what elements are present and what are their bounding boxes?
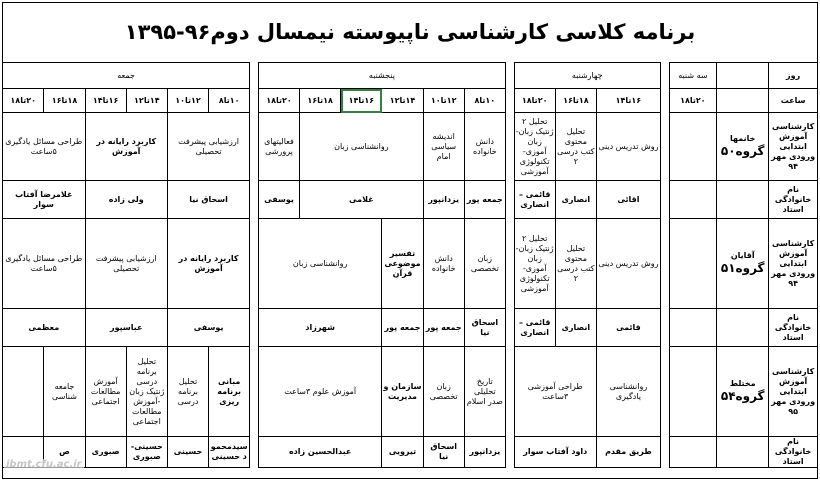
course-cell: روش تدریس دینی xyxy=(596,219,660,309)
teacher-cell: جمعه پور xyxy=(382,309,423,347)
time-slot: ۱۸تا۱۶ xyxy=(300,89,341,113)
teacher-cell: انصاری xyxy=(555,181,596,219)
course-cell: روانشناسی زبان xyxy=(258,219,382,309)
course-cell: تاریخ تحلیلی صدر اسلام xyxy=(464,347,505,437)
teacher-label: نام خانوادگی استاد xyxy=(769,309,818,347)
teacher-cell: یوسفی xyxy=(258,181,299,219)
time-slot-selected[interactable]: ۱۶تا۱۴ xyxy=(341,89,382,113)
teacher-cell: یزدانپور xyxy=(423,181,464,219)
teacher-cell: انصاری xyxy=(555,309,596,347)
teacher-cell: اسحاق نیا xyxy=(464,309,505,347)
course-cell: دانش خانواده xyxy=(464,113,505,181)
group-cell xyxy=(717,219,769,309)
course-cell: فعالیتهای پرورشی xyxy=(258,113,299,181)
course-cell: جامعه شناسی xyxy=(44,347,85,437)
teacher-cell: اقائی xyxy=(596,181,660,219)
day-label: روز xyxy=(769,63,818,89)
teacher-cell: جمعه پور xyxy=(423,309,464,347)
teacher-cell: عبدالحسین زاده xyxy=(258,437,382,468)
course-cell: طراحی مسائل یادگیری ۵ساعت xyxy=(3,219,86,309)
time-slot: ۱۶تا۱۴ xyxy=(596,89,660,113)
teacher-label: نام خانوادگی استاد xyxy=(769,181,818,219)
time-slot: ۲۰تا۱۸ xyxy=(669,89,717,113)
group-program: کارشناسی آموزش ابتدایی ورودی مهر ۹۴ xyxy=(769,219,818,309)
page-title: برنامه کلاسی کارشناسی ناپیوسته نیمسال دوم۹۶-۱۳۹۵ xyxy=(124,20,696,44)
course-cell: آموزش علوم ۳ساعت xyxy=(258,347,382,437)
time-slot: ۱۴تا۱۲ xyxy=(126,89,167,113)
teacher-cell: اسحاق نیا xyxy=(167,181,249,219)
group-subtitle: آقایان xyxy=(730,251,755,260)
course-cell-empty xyxy=(669,219,717,309)
course-cell: مبانی برنامه ریزی xyxy=(209,347,250,437)
teacher-cell-empty xyxy=(717,437,769,468)
teacher-cell: غلامرضا آفتاب سوار xyxy=(3,181,86,219)
course-cell: طراحی آموزشی ۳ساعت xyxy=(514,347,596,437)
course-cell: ارزشیابی پیشرفت تحصیلی xyxy=(167,113,249,181)
course-cell: کاربرد رایانه در آموزش xyxy=(167,219,249,309)
time-slot: ۱۲تا۱۰ xyxy=(423,89,464,113)
teacher-cell: اسحاق نیا xyxy=(423,437,464,468)
teacher-cell: قائمی – انصاری xyxy=(514,309,555,347)
watermark: ibmt.cfu.ac.ir xyxy=(6,459,82,470)
course-cell: طراحی مسائل یادگیری ۵ساعت xyxy=(3,113,86,181)
time-slot: ۱۲تا۱۰ xyxy=(167,89,208,113)
course-cell-empty xyxy=(669,347,717,437)
time-slot: ۲۰تا۱۸ xyxy=(258,89,299,113)
schedule-table xyxy=(2,62,818,468)
teacher-cell: تیرویی xyxy=(382,437,423,468)
course-cell: تحلیل ۲ ژنتیک زبان-زبان آموزی-تکنولوژی آموزشی xyxy=(514,219,555,309)
teacher-cell: یزدانپور xyxy=(464,437,505,468)
course-cell-empty xyxy=(3,347,44,437)
teacher-cell: غلامی xyxy=(300,181,424,219)
course-cell: دانش خانواده xyxy=(423,219,464,309)
teacher-cell: داود آفتاب سوار xyxy=(514,437,596,468)
teacher-cell-empty xyxy=(669,181,717,219)
time-slot: ۱۰تا۸ xyxy=(209,89,250,113)
time-label: ساعت xyxy=(769,89,818,113)
time-slot: ۱۰تا۸ xyxy=(464,89,505,113)
teacher-label: نام خانوادگی استاد xyxy=(769,437,818,468)
teacher-cell-empty xyxy=(669,437,717,468)
teacher-cell: ولی زاده xyxy=(85,181,167,219)
course-cell: زبان تخصصی xyxy=(464,219,505,309)
course-cell: روش تدریس دینی xyxy=(596,113,660,181)
teacher-cell: یوسفی xyxy=(167,309,249,347)
day-thursday: پنجشنبه xyxy=(258,63,505,89)
teacher-cell: ص xyxy=(44,437,85,468)
group-program: کارشناسی آموزش ابتدایی ورودی مهر ۹۴ xyxy=(769,113,818,181)
day-tuesday: سه شنبه xyxy=(669,63,717,89)
teacher-cell-empty xyxy=(669,309,717,347)
group-name: گروه۵۰ xyxy=(720,144,765,158)
teacher-cell-empty xyxy=(717,181,769,219)
time-slot: ۱۶تا۱۴ xyxy=(85,89,126,113)
course-cell: تحلیل برنامه درسی xyxy=(167,347,208,437)
teacher-cell: معظمی xyxy=(3,309,86,347)
teacher-cell: طریق مقدم xyxy=(596,437,660,468)
group-cell xyxy=(717,113,769,181)
day-friday: جمعه xyxy=(3,63,250,89)
group-cell xyxy=(717,347,769,437)
time-slot: ۲۰تا۱۸ xyxy=(3,89,44,113)
course-cell: آموزش مطالعات اجتماعی xyxy=(85,347,126,437)
course-cell: زبان تخصصی xyxy=(423,347,464,437)
day-empty xyxy=(717,63,769,89)
course-cell: اندیشه سیاسی امام xyxy=(423,113,464,181)
course-cell: ارزشیابی پیشرفت تحصیلی xyxy=(85,219,167,309)
time-slot: ۱۸تا۱۶ xyxy=(555,89,596,113)
group-subtitle: مختلط xyxy=(729,379,756,388)
group-name: گروه۵۴ xyxy=(720,389,765,403)
course-cell: تحلیل ۲ ژنتیک زبان-زبان آموزی-تکنولوژی آموزشی xyxy=(514,113,555,181)
day-wednesday: چهارشنبه xyxy=(514,63,660,89)
course-cell: روانشناسی یادگیری xyxy=(596,347,660,437)
teacher-cell: حسینی xyxy=(167,437,208,468)
group-name: گروه۵۱ xyxy=(720,261,765,275)
teacher-cell: قائمی xyxy=(596,309,660,347)
group-subtitle: خانمها xyxy=(730,134,756,143)
course-cell: روانشناسی زبان xyxy=(300,113,424,181)
course-cell: سازمان و مدیریت xyxy=(382,347,423,437)
group-program: کارشناسی آموزش ابتدایی ورودی مهر ۹۵ xyxy=(769,347,818,437)
time-slot: ۱۸تا۱۶ xyxy=(44,89,85,113)
teacher-cell: حسینی-صبوری xyxy=(126,437,167,468)
teacher-cell: قائمی – انصاری xyxy=(514,181,555,219)
teacher-cell: سیدمحمود حسینی xyxy=(209,437,250,468)
course-cell: کاربرد رایانه در آموزش xyxy=(85,113,167,181)
teacher-cell: صبوری xyxy=(85,437,126,468)
course-cell: تفسیر موضوعی قرآن xyxy=(382,219,423,309)
time-slot: ۱۴تا۱۲ xyxy=(382,89,423,113)
teacher-cell: جمعه پور xyxy=(464,181,505,219)
teacher-cell: شهرزاد xyxy=(258,309,382,347)
teacher-cell-empty xyxy=(717,309,769,347)
course-cell: تحلیل محتوی کتب درسی ۲ xyxy=(555,113,596,181)
time-slot: ۲۰تا۱۸ xyxy=(514,89,555,113)
teacher-cell: عباسپور xyxy=(85,309,167,347)
course-cell: تحلیل محتوی کتب درسی ۲ xyxy=(555,219,596,309)
course-cell-empty xyxy=(669,113,717,181)
course-cell: تحلیل برنامه درسی ژنتیک زبان -آموزش مطالعات اجتماعی xyxy=(126,347,167,437)
time-empty xyxy=(717,89,769,113)
